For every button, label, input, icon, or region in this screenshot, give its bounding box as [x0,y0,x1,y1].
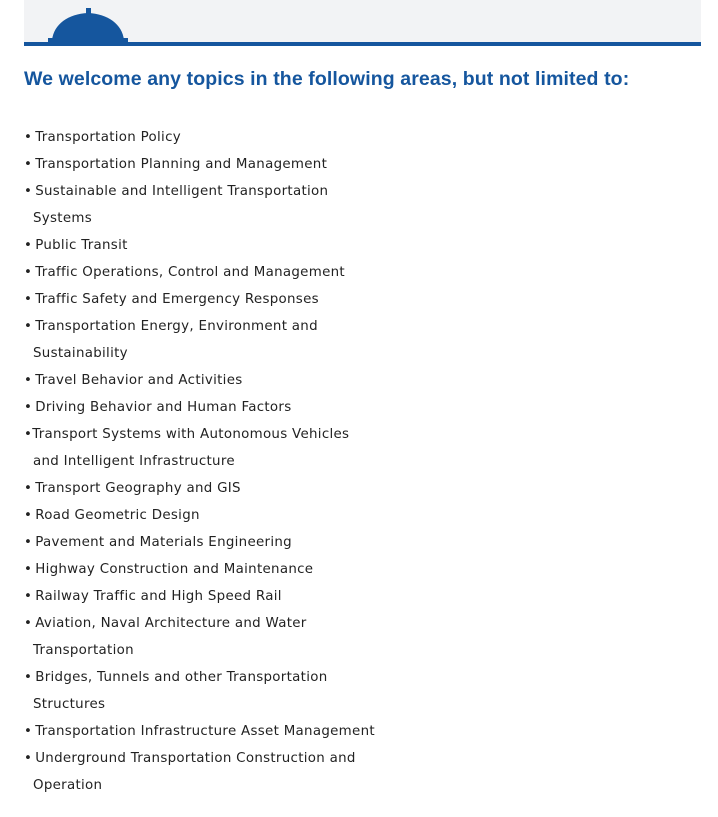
bullet-glyph: • [24,157,33,172]
topic-label: Aviation, Naval Architecture and Water [35,616,307,631]
topic-continuation: Systems [33,211,93,226]
topic-continuation: Operation [33,778,103,793]
topic-label: Travel Behavior and Activities [35,373,243,388]
topic-item [24,718,375,745]
bullet-glyph: • [24,292,33,307]
topic-continuation: Sustainability [33,346,128,361]
topic-label: Transport Geography and GIS [35,481,241,496]
topic-label: Transportation Energy, Environment and [35,319,318,334]
topic-item [24,502,375,529]
topic-item [24,745,375,772]
topic-item [24,124,375,151]
topic-list [24,124,375,799]
bullet-glyph: • [24,238,33,253]
page-heading: We welcome any topics in the following areas, but not limited to: [24,68,630,90]
topic-item [24,367,375,394]
bullet-glyph: • [24,751,33,766]
topic-label: Highway Construction and Maintenance [35,562,314,577]
bullet-glyph: • [24,670,33,685]
topic-label: Transportation Planning and Management [35,157,328,172]
topic-continuation: Transportation [33,643,134,658]
banner-rule [24,42,701,46]
topic-label: Public Transit [35,238,128,253]
topic-label: Transportation Infrastructure Asset Management [35,724,375,739]
topic-item [24,610,375,637]
topic-item [24,529,375,556]
topic-label: Road Geometric Design [35,508,200,523]
bullet-glyph: • [24,427,33,442]
bullet-glyph: • [24,265,33,280]
topic-item [24,151,375,178]
topic-label: Underground Transportation Construction and [35,751,356,766]
topic-item [24,178,375,205]
topic-item [24,556,375,583]
bullet-glyph: • [24,589,33,604]
bullet-glyph: • [24,724,33,739]
bullet-glyph: • [24,373,33,388]
bullet-glyph: • [24,508,33,523]
topic-item [24,394,375,421]
bullet-glyph: • [24,319,33,334]
topic-item [24,286,375,313]
header-banner [24,0,701,50]
topic-item [24,583,375,610]
topic-label: Transport Systems with Autonomous Vehicles [32,427,350,442]
topic-label: Bridges, Tunnels and other Transportation [35,670,328,685]
topic-label: Traffic Operations, Control and Management [35,265,345,280]
bullet-glyph: • [24,535,33,550]
banner-graphic [24,0,701,50]
topic-label: Traffic Safety and Emergency Responses [35,292,319,307]
topic-item [24,475,375,502]
bullet-glyph: • [24,562,33,577]
topic-item [24,664,375,691]
bullet-glyph: • [24,400,33,415]
topic-item [24,313,375,340]
bullet-glyph: • [24,481,33,496]
topic-continuation: Structures [33,697,106,712]
topic-item [24,232,375,259]
topic-item [24,259,375,286]
topic-label: Sustainable and Intelligent Transportation [35,184,329,199]
bullet-glyph: • [24,184,33,199]
bullet-glyph: • [24,616,33,631]
topic-label: Railway Traffic and High Speed Rail [35,589,282,604]
topic-label: Transportation Policy [35,130,181,145]
topic-continuation: and Intelligent Infrastructure [33,454,235,469]
topic-item [24,421,375,448]
bullet-glyph: • [24,130,33,145]
banner-background [24,0,701,44]
topic-label: Pavement and Materials Engineering [35,535,292,550]
topic-label: Driving Behavior and Human Factors [35,400,292,415]
